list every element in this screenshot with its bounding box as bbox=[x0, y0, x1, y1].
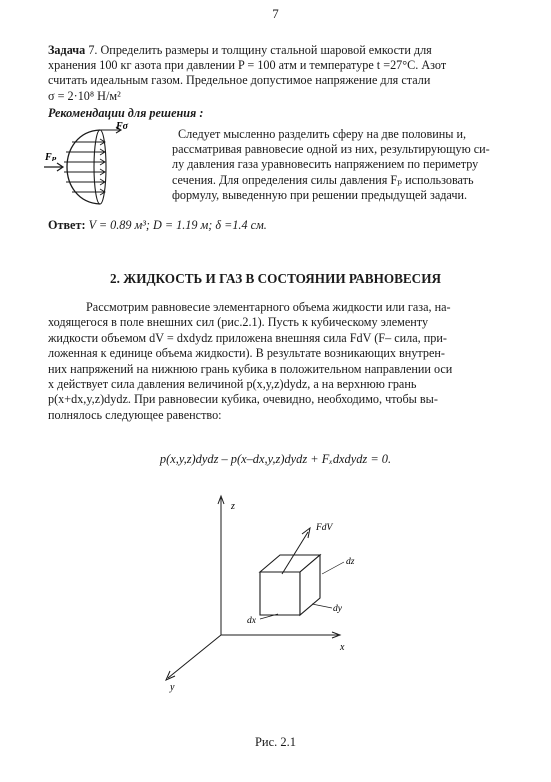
recommendations-title: Рекомендации для решения : bbox=[48, 106, 204, 120]
rec-line-4: сечения. Для определения силы давления Fₚ использовать bbox=[172, 172, 474, 187]
answer-label: Ответ: bbox=[48, 218, 86, 232]
section-heading: 2. ЖИДКОСТЬ И ГАЗ В СОСТОЯНИИ РАВНОВЕСИЯ bbox=[110, 271, 441, 286]
pressure-arrows bbox=[64, 139, 105, 195]
hemisphere-arc bbox=[67, 130, 100, 204]
rec-line-3: лу давления газа уравновесить напряжением по периметру bbox=[172, 157, 479, 172]
body-line-8: полнялось следующее равенство: bbox=[48, 407, 222, 422]
body-line-4: ложенная к единице объема жидкости). В результате возникающих внутрен- bbox=[48, 346, 445, 361]
figure-caption: Рис. 2.1 bbox=[254, 735, 297, 749]
cube-figure bbox=[150, 490, 380, 700]
body-line-5: них напряжений на нижнюю грань кубика в положительном направлении оси bbox=[48, 361, 453, 376]
body-line-3: жидкости объемом dV = dxdydz приложена внешняя сила FdV (F– сила, при- bbox=[48, 330, 447, 345]
body-paragraph bbox=[48, 300, 518, 423]
equilibrium-formula: p(x,y,z)dydz – p(x–dx,y,z)dydz + Fₓdxdydz = 0. bbox=[159, 452, 392, 466]
rec-line-2: рассматривая равновесие одной из них, результирующую си- bbox=[172, 142, 490, 157]
y-axis-label: y bbox=[170, 682, 175, 693]
task-number: 7. bbox=[88, 43, 98, 57]
x-axis-label: x bbox=[340, 642, 345, 653]
cube bbox=[260, 555, 320, 615]
rec-line-1: Следует мысленно разделить сферу на две половины и, bbox=[178, 127, 467, 141]
task-line-2: хранения 100 кг азота при давлении P = 100 атм и температуре t =27°C. Азот bbox=[48, 58, 447, 72]
body-line-2: ходящегося в поле внешних сил (рис.2.1). Пусть к кубическому элементу bbox=[48, 315, 429, 330]
page-number: 7 bbox=[272, 6, 279, 21]
cube-front-face bbox=[260, 572, 300, 615]
force-sigma-label: Fσ bbox=[116, 121, 129, 132]
task-line-3: считать идеальным газом. Предельное допустимое напряжение для стали bbox=[48, 73, 431, 87]
body-line-1: Рассмотрим равновесие элементарного объема жидкости или газа, на- bbox=[86, 300, 451, 314]
task-text-1: Определить размеры и толщину стальной шаровой емкости для bbox=[100, 43, 432, 57]
dy-label: dy bbox=[333, 604, 342, 614]
y-axis bbox=[168, 635, 221, 678]
answer-text: V = 0.89 м³; D = 1.19 м; δ =1.4 см. bbox=[88, 218, 267, 232]
z-axis-label: z bbox=[231, 501, 235, 512]
dx-label: dx bbox=[247, 616, 256, 626]
rec-line-5: формулу, выведенную при решении предыдущей задачи. bbox=[172, 187, 468, 202]
dz-label: dz bbox=[346, 557, 355, 567]
hemisphere-figure bbox=[42, 120, 172, 212]
force-label: FdV bbox=[316, 523, 333, 533]
task-label: Задача bbox=[48, 43, 86, 57]
task-line-1 bbox=[48, 43, 518, 58]
body-line-6: x действует сила давления величиной p(x,y,z)dydz, а на верхнюю грань bbox=[48, 377, 417, 392]
recommendations-text bbox=[172, 127, 518, 203]
answer-line bbox=[48, 218, 267, 233]
force-p-label: Fₚ bbox=[45, 152, 57, 163]
body-line-7: p(x+dx,y,z)dydz. При равновесии кубика, очевидно, необходимо, чтобы вы- bbox=[48, 392, 438, 407]
task-line-4: σ = 2·10⁸ Н/м² bbox=[48, 89, 121, 103]
